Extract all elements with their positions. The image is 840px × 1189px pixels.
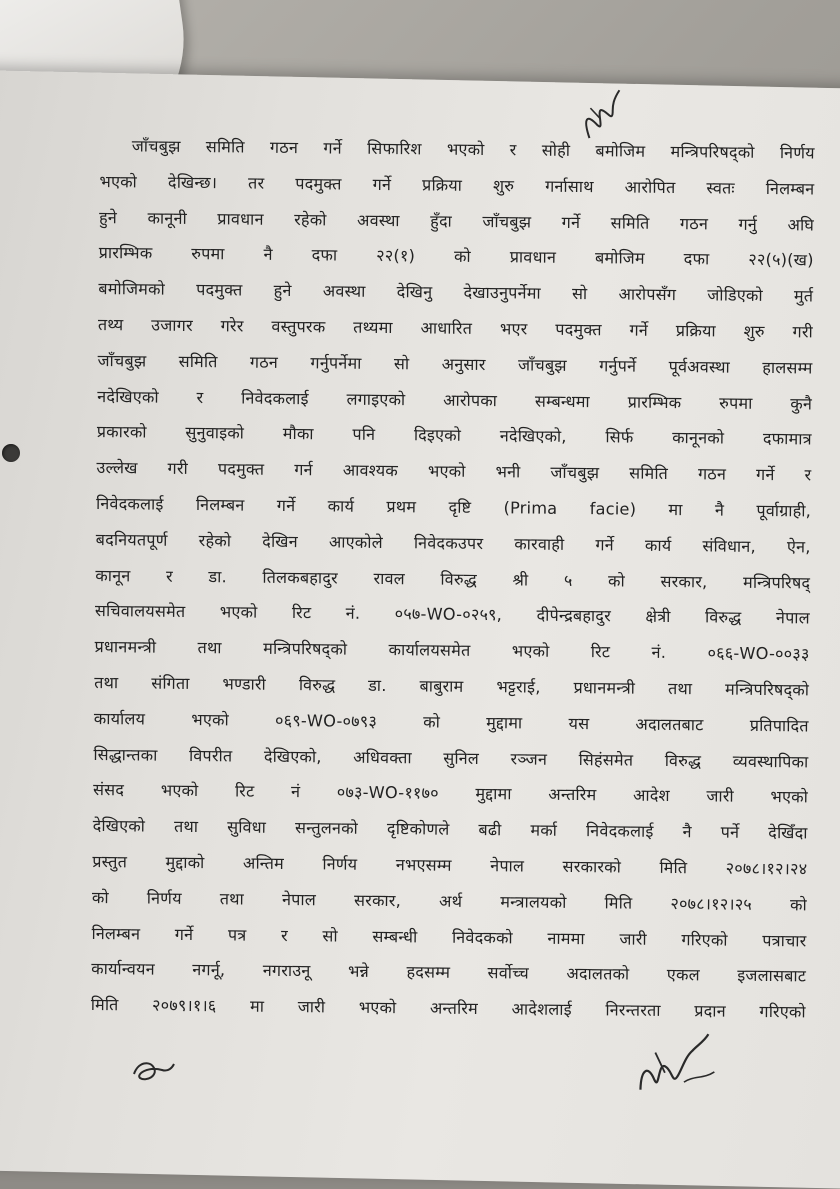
text-line: हुने कानूनी प्रावधान रहेको अवस्था हुँदा जाँचबुझ गर्ने समिति गठन गर्नु अघि [98, 207, 815, 235]
text-line: कार्यान्वयन नगर्नू, नगराउनू भन्ने हदसम्म सर्वोच्च अदालतको एकल इजलासबाट [91, 959, 807, 986]
text-line: बमोजिमको पदमुक्त हुने अवस्था देखिनु देखाउनुपर्नेमा सो आरोपसँग जोडिएको मुर्त [98, 279, 814, 306]
text-line: को निर्णय तथा नेपाल सरकार, अर्थ मन्त्रालयको मिति २०७८।१२।२५ को [91, 887, 808, 915]
text-line: प्रकारको सुनुवाइको मौका पनि दिइएको नदेखिएको, सिर्फ कानूनको दफामात्र [96, 422, 812, 449]
text-line: निवेदकलाई निलम्बन गर्ने कार्य प्रथम दृष्टि (Prima facie) मा नै पूर्वाग्राही, [95, 493, 812, 521]
text-line: निलम्बन गर्ने पत्र र सो सम्बन्धी निवेदकको नाममा जारी गरिएको पत्राचार [91, 923, 807, 950]
text-line: उल्लेख गरी पदमुक्त गर्न आवश्यक भएको भनी जाँचबुझ समिति गठन गर्ने र [96, 458, 812, 485]
text-line: बदनियतपूर्ण रहेको देखिन आएकोले निवेदकउपर कारवाही गर्ने कार्य संविधान, ऐन, [95, 529, 811, 557]
document-body [91, 128, 815, 1030]
initial-mark-icon [128, 1052, 178, 1086]
text-line: कार्यालय भएको ०६९-WO-०७९३ को मुद्दामा यस अदालतबाट प्रतिपादित [93, 708, 809, 736]
text-line: प्रारम्भिक रुपमा नै दफा २२(१) को प्रावधान बमोजिम दफा २२(५)(ख) [98, 243, 814, 270]
text-line: भएको देखिन्छ। तर पदमुक्त गर्ने प्रक्रिया शुरु गर्नासाथ आरोपित स्वतः निलम्बन [99, 171, 815, 199]
text-line: प्रधानमन्त्री तथा मन्त्रिपरिषद्को कार्यालयसमेत भएको रिट नं. ०६६-WO-००३३ [94, 637, 810, 664]
text-line: तथा संगिता भण्डारी विरुद्ध डा. बाबुराम भट्टराई, प्रधानमन्त्री तथा मन्त्रिपरिषद्को [94, 672, 810, 700]
text-line: प्रस्तुत मुद्दाको अन्तिम निर्णय नभएसम्म नेपाल सरकारको मिति २०७८।१२।२४ [92, 851, 808, 879]
text-line: सिद्धान्तका विपरीत देखिएको, अधिवक्ता सुनिल रञ्जन सिहंसमेत विरुद्ध व्यवस्थापिका [93, 744, 809, 771]
text-line: नदेखिएको र निवेदकलाई लगाइएको आरोपका सम्बन्धमा प्रारम्भिक रुपमा कुनै [97, 386, 813, 414]
text-line: मिति २०७९।१।६ मा जारी भएको अन्तरिम आदेशलाई निरन्तरता प्रदान गरिएको [90, 995, 806, 1022]
text-line: संसद भएको रिट नं ०७३-WO-११७० मुद्दामा अन्तरिम आदेश जारी भएको [92, 780, 809, 807]
text-line: जाँचबुझ समिति गठन गर्ने सिफारिश भएको र सोही बमोजिम मन्त्रिपरिषद्को निर्णय [131, 136, 815, 163]
text-line: तथ्य उजागर गरेर वस्तुपरक तथ्यमा आधारित भएर पदमुक्त गर्ने प्रक्रिया शुरु गरी [97, 314, 814, 342]
text-line: जाँचबुझ समिति गठन गर्नुपर्नेमा सो अनुसार जाँचबुझ गर्नुपर्ने पूर्वअवस्था हालसम्म [97, 350, 813, 378]
punch-hole-icon [2, 444, 20, 462]
text-line: सचिवालयसमेत भएको रिट नं. ०५७-WO-०२५९, दीपेन्द्रबहादुर क्षेत्री विरुद्ध नेपाल [94, 601, 811, 628]
text-line: कानून र डा. तिलकबहादुर रावल विरुद्ध श्री ५ को सरकार, मन्त्रिपरिषद् [95, 565, 811, 593]
text-line: देखिएको तथा सुविधा सन्तुलनको दृष्टिकोणले बढी मर्का निवेदकलाई नै पर्ने देखिँदा [92, 816, 808, 843]
